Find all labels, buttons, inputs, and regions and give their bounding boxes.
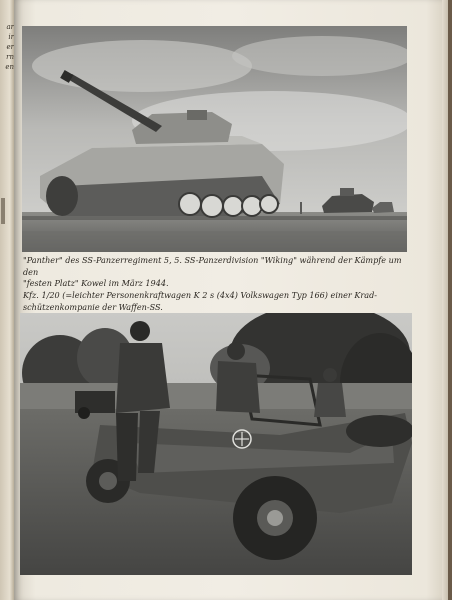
previous-page-text-fragments: ar ir er rn en: [5, 23, 14, 71]
vehicle-photo-caption: Kfz. 1/20 (=leichter Personenkraftwagen K 2 s (4x4) Volkswagen Typ 166) einer Krad- schützenkompanie der Waffen-SS.: [23, 290, 378, 312]
panther-tank-photo: [22, 26, 407, 252]
previous-page-edge: [0, 0, 14, 600]
previous-page-mark: [1, 198, 5, 224]
schwimmwagen-photo: [20, 313, 412, 575]
page-edge: [442, 0, 448, 600]
tank-photo-caption: "Panther" des SS-Panzerregiment 5, 5. SS-Panzerdivision "Wiking" während der Kämpfe um den "festen Platz" Kowel im März 1944.: [23, 255, 402, 288]
